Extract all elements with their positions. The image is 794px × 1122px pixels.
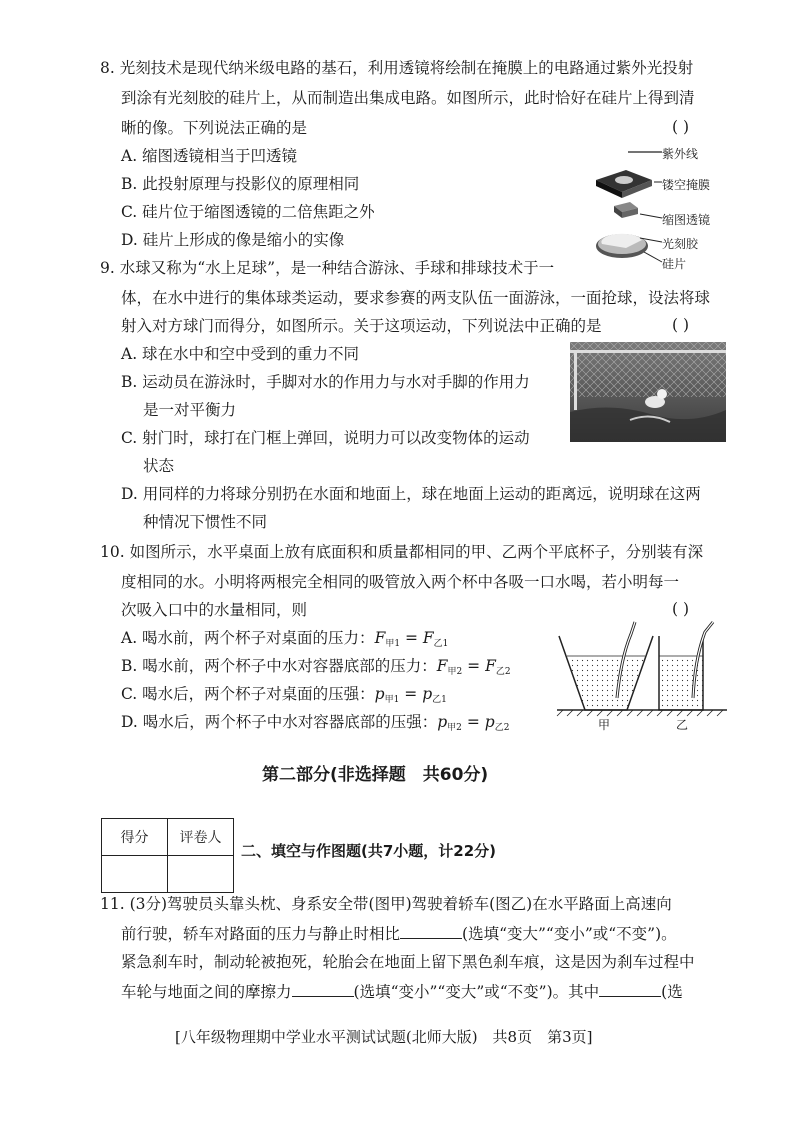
q10-stem-line-1: 10. 如图所示，水平桌面上放有底面积和质量都相同的甲、乙两个平底杯子，分别装有深	[100, 543, 704, 561]
q10-option-a: A. 喝水前，两个杯子对桌面的压力：$F_{甲1} = F_{乙1}$	[121, 629, 449, 649]
q10-option-b: B. 喝水前，两个杯子中水对容器底部的压力：$F_{甲2} = F_{乙2}$	[121, 657, 511, 677]
q9-stem-line-1: 9. 水球又称为“水上足球”，是一种结合游泳、手球和排球技术于一	[100, 259, 555, 277]
q9-option-d-cont: 种情况下惯性不同	[143, 513, 268, 531]
resist-label: 光刻胶	[662, 237, 699, 251]
q10-stem-line-2: 度相同的水。小明将两根完全相同的吸管放入两个杯中各吸一口水喝，若小明每一	[121, 573, 680, 591]
water-polo-photo	[570, 342, 726, 442]
q9-answer-bracket: ( )	[672, 316, 690, 334]
q9-option-c: C. 射门时，球打在门框上弹回，说明力可以改变物体的运动	[121, 429, 530, 447]
q11-line-1: 11. (3分)驾驶员头靠头枕、身系安全带(图甲)驾驶着轿车(图乙)在水平路面上高速向	[100, 895, 672, 913]
q11-blank-2[interactable]	[292, 982, 354, 997]
part2-title: 第二部分(非选择题 共60分)	[262, 765, 489, 785]
q9-stem-line-2: 体，在水中进行的集体球类运动，要求参赛的两支队伍一面游泳，一面抢球，设法将球	[121, 289, 711, 307]
cup-yi-label: 乙	[676, 718, 689, 732]
cup-jia-label: 甲	[598, 718, 611, 732]
q11-blank-3[interactable]	[599, 982, 661, 997]
q10-option-c: C. 喝水后，两个杯子对桌面的压强：$p_{甲1} = p_{乙1}$	[121, 685, 447, 705]
q9-option-b: B. 运动员在游泳时，手脚对水的作用力与水对手脚的作用力	[121, 373, 530, 391]
wafer-label: 硅片	[662, 257, 687, 271]
score-header: 得分	[102, 819, 168, 856]
q11-line-2: 前行驶，轿车对路面的压力与静止时相比 (选填“变大”“变小”或“不变”)。	[121, 925, 677, 943]
uv-label: 紫外线	[662, 147, 699, 161]
q8-stem-line-2: 到涂有光刻胶的硅片上，从而制造出集成电路。如图所示，此时恰好在硅片上得到清	[121, 89, 695, 107]
grader-header: 评卷人	[168, 819, 234, 856]
q8-stem-line-1: 8. 光刻技术是现代纳米级电路的基石，利用透镜将绘制在掩膜上的电路通过紫外光投射	[100, 59, 694, 77]
lens-label: 缩图透镜	[662, 213, 711, 227]
q8-stem-line-3: 晰的像。下列说法正确的是	[121, 119, 308, 137]
grader-cell[interactable]	[168, 856, 234, 893]
q9-option-d: D. 用同样的力将球分别扔在水面和地面上，球在地面上运动的距离远，说明球在这两	[121, 485, 701, 503]
q8-option-a: A. 缩图透镜相当于凹透镜	[121, 147, 298, 165]
q8-option-b: B. 此投射原理与投影仪的原理相同	[121, 175, 360, 193]
q8-option-c: C. 硅片位于缩图透镜的二倍焦距之外	[121, 203, 375, 221]
page-footer: [八年级物理期中学业水平测试试题(北师大版) 共8页 第3页]	[175, 1028, 593, 1046]
score-table	[101, 818, 234, 893]
q9-stem-line-3: 射入对方球门而得分，如图所示。关于这项运动，下列说法中正确的是	[121, 317, 602, 335]
q10-stem-line-3: 次吸入口中的水量相同，则	[121, 601, 308, 619]
q11-line-4: 车轮与地面之间的摩擦力 (选填“变小”“变大”或“不变”)。其中 (选	[121, 983, 683, 1001]
two-cups-figure	[555, 618, 730, 718]
q9-option-c-cont: 状态	[143, 457, 175, 475]
score-cell[interactable]	[102, 856, 168, 893]
q9-option-b-cont: 是一对平衡力	[143, 401, 237, 419]
section2-title: 二、填空与作图题(共7小题，计22分)	[241, 842, 497, 860]
q9-option-a: A. 球在水中和空中受到的重力不同	[121, 345, 360, 363]
q11-line-3: 紧急刹车时，制动轮被抱死，轮胎会在地面上留下黑色刹车痕，这是因为刹车过程中	[121, 953, 695, 971]
q8-option-d: D. 硅片上形成的像是缩小的实像	[121, 231, 345, 249]
q11-blank-1[interactable]	[400, 924, 462, 939]
mask-label: 镂空掩膜	[662, 178, 711, 192]
q10-answer-bracket: ( )	[672, 600, 690, 618]
q8-answer-bracket: ( )	[672, 118, 690, 136]
q10-option-d: D. 喝水后，两个杯子中水对容器底部的压强：$p_{甲2} = p_{乙2}$	[121, 713, 510, 733]
